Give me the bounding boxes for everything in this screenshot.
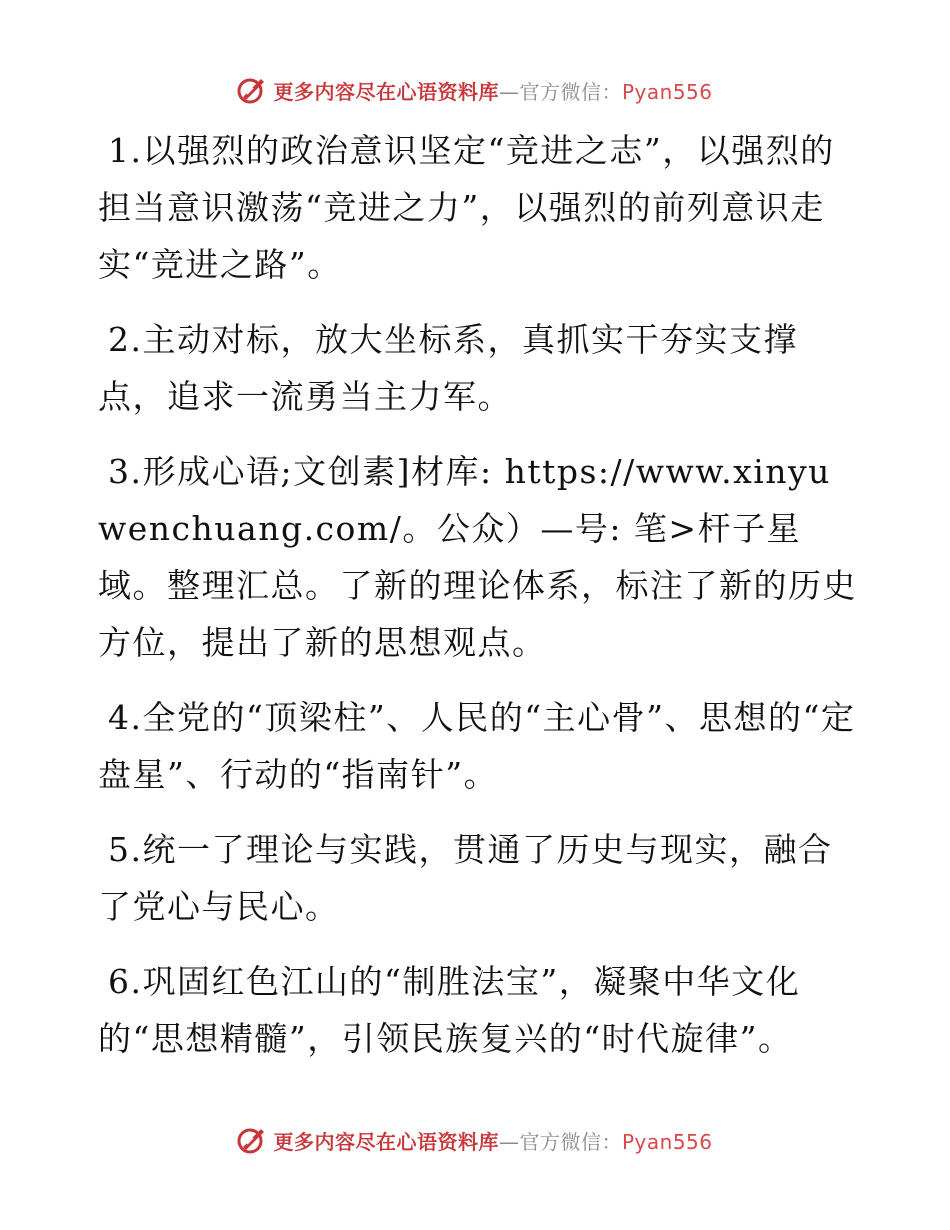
banner-text xyxy=(273,76,712,105)
banner-wechat-id: Pyan556 xyxy=(621,1129,713,1154)
header-banner xyxy=(0,70,950,110)
footer-banner xyxy=(0,1120,950,1160)
paragraph-2: 2.主动对标，放大坐标系，真抓实干夯实支撑点，追求一流勇当主力军。 xyxy=(98,320,798,416)
banner-wechat-id: Pyan556 xyxy=(621,79,713,104)
paragraph-4: 4.全党的“顶梁柱”、人民的“主心骨”、思想的“定盘星”、行动的“指南针”。 xyxy=(98,698,856,794)
paragraph-5: 5.统一了理论与实践，贯通了历史与现实，融合了党心与民心。 xyxy=(98,830,833,926)
document-body xyxy=(98,122,858,1085)
quill-logo-icon xyxy=(237,1125,267,1155)
quill-logo-icon xyxy=(237,75,267,105)
banner-wechat-label: 官方微信： xyxy=(519,79,622,104)
paragraph-3: 3.形成心语;文创素]材库: https://www.xinyuwenchuang.com/。公众）—号: 笔>杆子星域。整理汇总。了新的理论体系，标注了新的历史方位，提出了新的思想观点。 xyxy=(98,452,857,662)
banner-text xyxy=(273,1126,712,1155)
banner-dash: — xyxy=(498,79,520,104)
banner-wechat-label: 官方微信： xyxy=(519,1129,622,1154)
banner-dash: — xyxy=(498,1129,520,1154)
banner-site-text: 更多内容尽在心语资料库 xyxy=(273,79,499,104)
paragraph-6: 6.巩固红色江山的“制胜法宝”，凝聚中华文化的“思想精髓”，引领民族复兴的“时代旋律”。 xyxy=(98,962,801,1058)
paragraph-1: 1.以强烈的政治意识坚定“竞进之志”，以强烈的担当意识激荡“竞进之力”，以强烈的前列意识走实“竞进之路”。 xyxy=(98,131,835,284)
banner-site-text: 更多内容尽在心语资料库 xyxy=(273,1129,499,1154)
